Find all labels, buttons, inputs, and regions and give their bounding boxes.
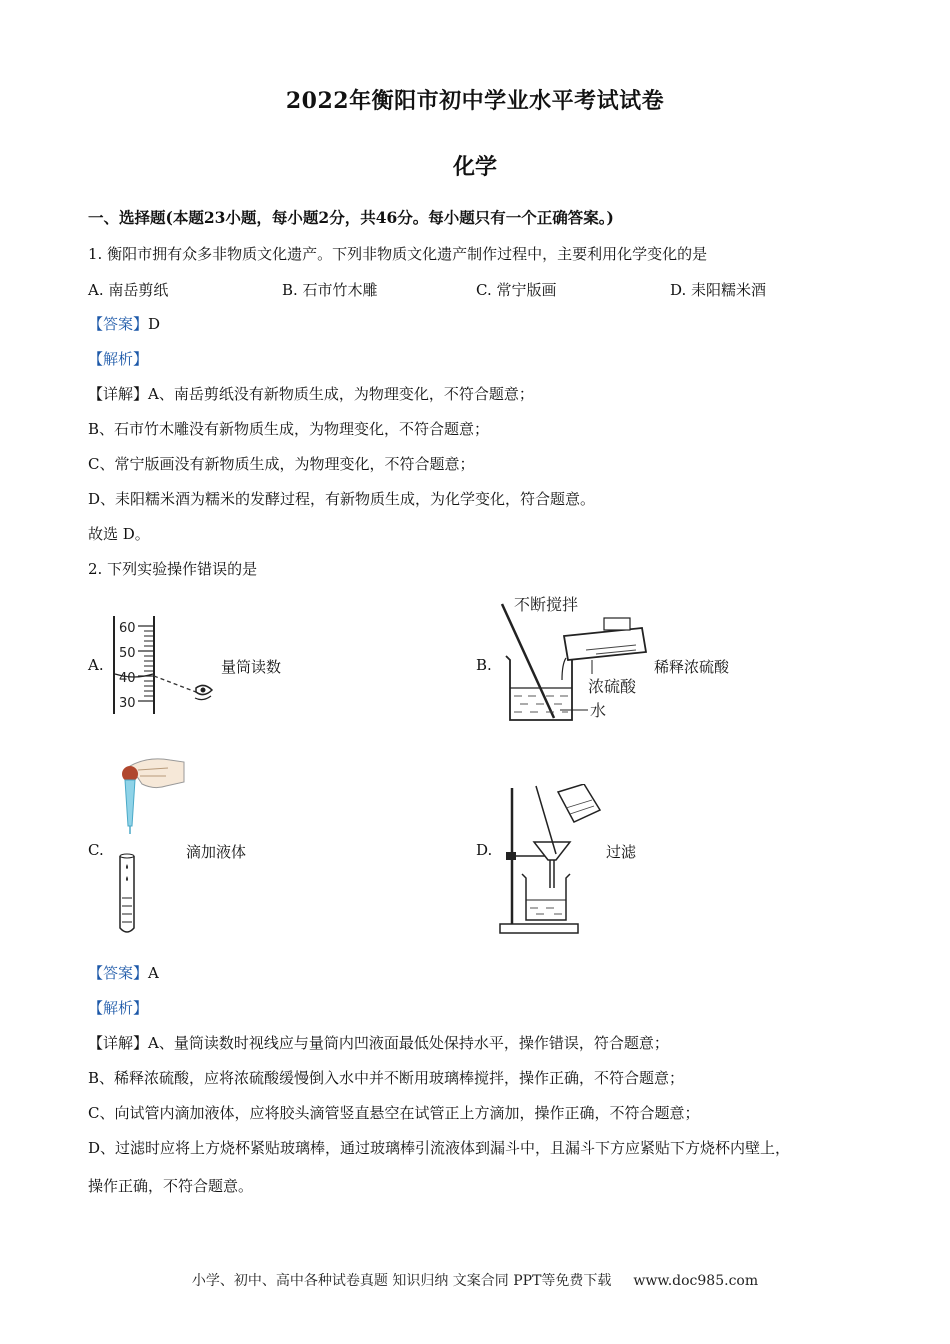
scale-label-60: 60 [119, 621, 136, 636]
scale-label-50: 50 [119, 646, 136, 661]
graduated-cylinder-figure [108, 612, 228, 722]
acid-label: 浓硫酸 [588, 677, 637, 696]
q1-answer [88, 313, 160, 334]
q1-answer-value: D [148, 315, 161, 333]
q1-detail-line: D、耒阳糯米酒为糯米的发酵过程，有新物质生成，为化学变化，符合题意。 [88, 490, 596, 508]
q2-detail-line: 操作正确，不符合题意。 [88, 1177, 254, 1195]
detail-tag: 【详解】 [88, 385, 149, 403]
q2-option-d-label: 过滤 [606, 843, 637, 861]
q2-stem: 2. 下列实验操作错误的是 [88, 560, 258, 578]
footer-text: 小学、初中、高中各种试卷真题 知识归纳 文案合同 PPT等免费下载 [191, 1273, 612, 1289]
q2-detail-line: 【详解】A、量筒读数时视线应与量筒内凹液面最低处保持水平，操作错误，符合题意； [88, 1034, 669, 1052]
q2-analysis-tag: 【解析】 [88, 999, 149, 1017]
water-label: 水 [590, 701, 607, 720]
q2-option-a-label: 量筒读数 [221, 658, 282, 676]
dropper-figure [108, 752, 188, 938]
q2-detail-line: D、过滤时应将上方烧杯紧贴玻璃棒，通过玻璃棒引流液体到漏斗中，且漏斗下方应紧贴下方烧杯内壁上， [88, 1139, 791, 1157]
q1-option-b: B. 石市竹木雕 [282, 281, 378, 299]
q1-conclusion: 故选 D。 [88, 525, 150, 543]
q2-option-b-label: 稀释浓硫酸 [654, 658, 730, 676]
subject-title: 化学 [452, 154, 497, 180]
q1-detail-line: 【详解】A、南岳剪纸没有新物质生成，为物理变化，不符合题意； [88, 385, 534, 403]
q2-detail-line: C、向试管内滴加液体，应将胶头滴管竖直悬空在试管正上方滴加，操作正确，不符合题意； [88, 1104, 700, 1122]
eye-icon [195, 685, 212, 699]
answer-tag: 【答案】 [88, 964, 149, 982]
q2-option-c-label: 滴加液体 [186, 843, 247, 861]
q1-option-c: C. 常宁版画 [476, 281, 557, 299]
q1-stem: 1. 衡阳市拥有众多非物质文化遗产。下列非物质文化遗产制作过程中，主要利用化学变化的是 [88, 245, 708, 263]
q1-detail-line: B、石市竹木雕没有新物质生成，为物理变化，不符合题意； [88, 420, 490, 438]
detail-tag: 【详解】 [88, 1034, 149, 1052]
scale-label-30: 30 [119, 696, 136, 711]
q2-option-d-letter: D. [476, 841, 493, 859]
stir-label: 不断搅拌 [514, 595, 579, 614]
q2-detail-line: B、稀释浓硫酸，应将浓硫酸缓慢倒入水中并不断用玻璃棒搅拌，操作正确，不符合题意； [88, 1069, 685, 1087]
q2-answer [88, 962, 159, 983]
page-footer [0, 1270, 950, 1290]
section-heading: 一、选择题(本题23小题，每小题2分，共46分。每小题只有一个正确答案。) [88, 208, 614, 227]
q2-option-a-letter: A. [88, 656, 104, 674]
q2-answer-value: A [148, 964, 159, 982]
footer-site-link[interactable]: www.doc985.com [633, 1273, 759, 1289]
filtration-figure [496, 784, 608, 936]
dilute-acid-figure [496, 590, 656, 726]
answer-tag: 【答案】 [88, 315, 149, 333]
q1-analysis-tag: 【解析】 [88, 350, 149, 368]
q1-detail-line: C、常宁版画没有新物质生成，为物理变化，不符合题意； [88, 455, 475, 473]
scale-label-40: 40 [119, 671, 136, 686]
q1-option-d: D. 耒阳糯米酒 [670, 281, 767, 299]
q1-option-a: A. 南岳剪纸 [88, 281, 169, 299]
q2-option-c-letter: C. [88, 841, 104, 859]
page-title: 2022年衡阳市初中学业水平考试试卷 [285, 88, 665, 114]
q2-option-b-letter: B. [476, 656, 492, 674]
